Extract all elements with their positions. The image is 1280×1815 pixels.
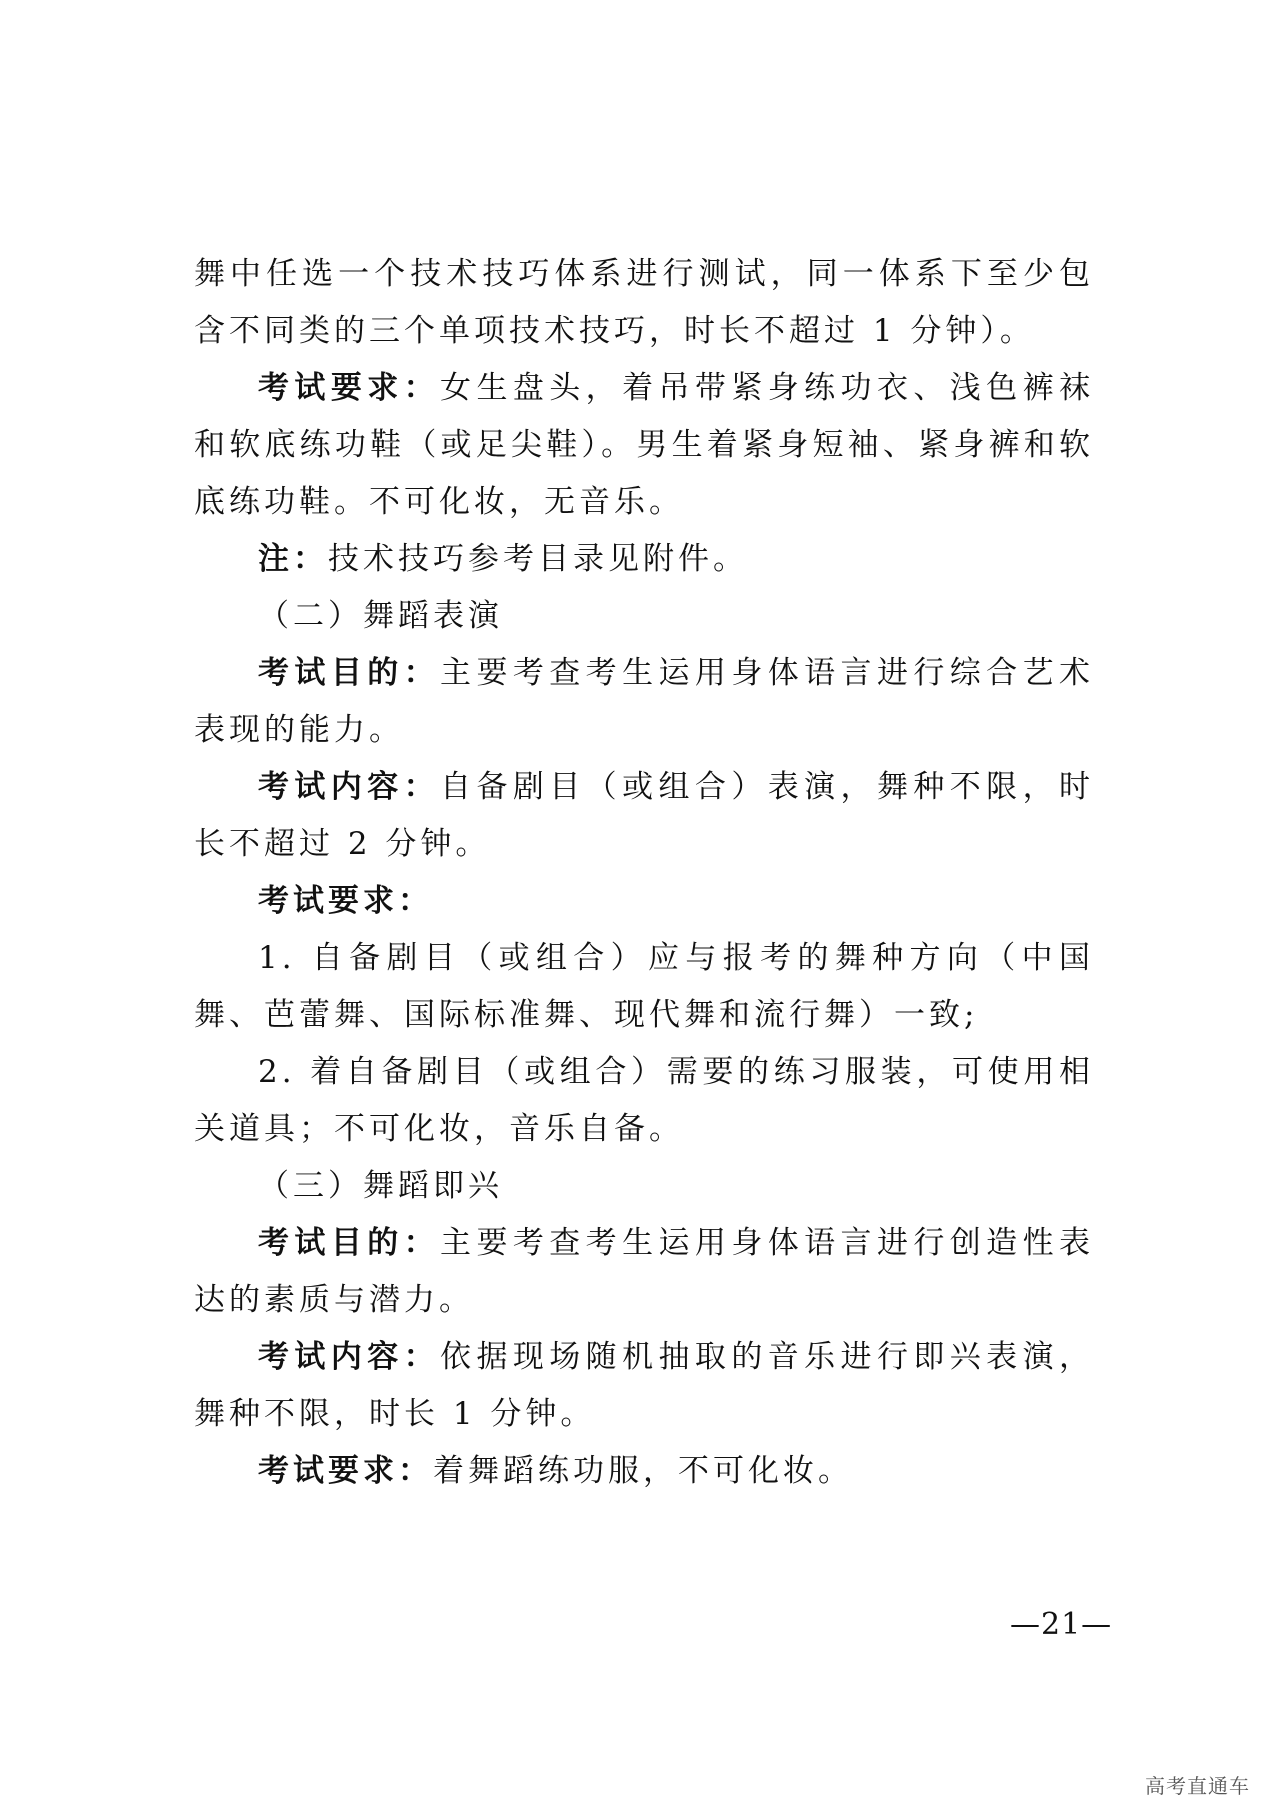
- text-purpose: 主要考查考生运用身体语言进行创造性表达的素质与潜力。: [194, 1225, 1094, 1318]
- label-requirements: 考试要求：: [258, 370, 441, 406]
- paragraph-note: [194, 531, 1094, 588]
- label-note: 注：: [258, 541, 328, 577]
- label-content: 考试内容：: [258, 1339, 441, 1375]
- section-heading-dance-performance: （二）舞蹈表演: [258, 598, 503, 634]
- text-note: 技术技巧参考目录见附件。: [328, 541, 748, 577]
- paragraph-purpose-2: [194, 645, 1094, 759]
- paragraph-content-3: [194, 1329, 1094, 1443]
- label-requirements: 考试要求：: [258, 883, 433, 919]
- paragraph-continuation: 舞中任选一个技术技巧体系进行测试，同一体系下至少包含不同类的三个单项技术技巧，时长不超过 1 分钟）。: [194, 256, 1094, 349]
- section-heading-dance-improvisation: （三）舞蹈即兴: [258, 1168, 503, 1204]
- label-purpose: 考试目的：: [258, 655, 441, 691]
- paragraph-requirements-2: [194, 873, 1094, 930]
- text-content: 依据现场随机抽取的音乐进行即兴表演，舞种不限，时长 1 分钟。: [194, 1339, 1094, 1432]
- label-requirements: 考试要求：: [258, 1453, 433, 1489]
- text-requirements: 女生盘头，着吊带紧身练功衣、浅色裤袜和软底练功鞋（或足尖鞋）。男生着紧身短袖、紧身裤和软底练功鞋。不可化妆，无音乐。: [194, 370, 1094, 520]
- label-content: 考试内容：: [258, 769, 441, 805]
- watermark: 高考直通车: [1145, 1774, 1250, 1798]
- label-purpose: 考试目的：: [258, 1225, 441, 1261]
- list-item-1: 1. 自备剧目（或组合）应与报考的舞种方向（中国舞、芭蕾舞、国际标准舞、现代舞和流行舞）一致;: [194, 940, 1094, 1033]
- list-item-2: 2. 着自备剧目（或组合）需要的练习服装，可使用相关道具；不可化妆，音乐自备。: [194, 1054, 1094, 1147]
- text-requirements: 着舞蹈练功服，不可化妆。: [433, 1453, 853, 1489]
- page-number: —21—: [1010, 1607, 1113, 1642]
- paragraph-requirements-3: [194, 1443, 1094, 1500]
- document-body: [194, 246, 1094, 1500]
- paragraph-requirements-1: [194, 360, 1094, 531]
- text-content: 自备剧目（或组合）表演，舞种不限，时长不超过 2 分钟。: [194, 769, 1094, 862]
- text-purpose: 主要考查考生运用身体语言进行综合艺术表现的能力。: [194, 655, 1094, 748]
- paragraph-content-2: [194, 759, 1094, 873]
- paragraph-purpose-3: [194, 1215, 1094, 1329]
